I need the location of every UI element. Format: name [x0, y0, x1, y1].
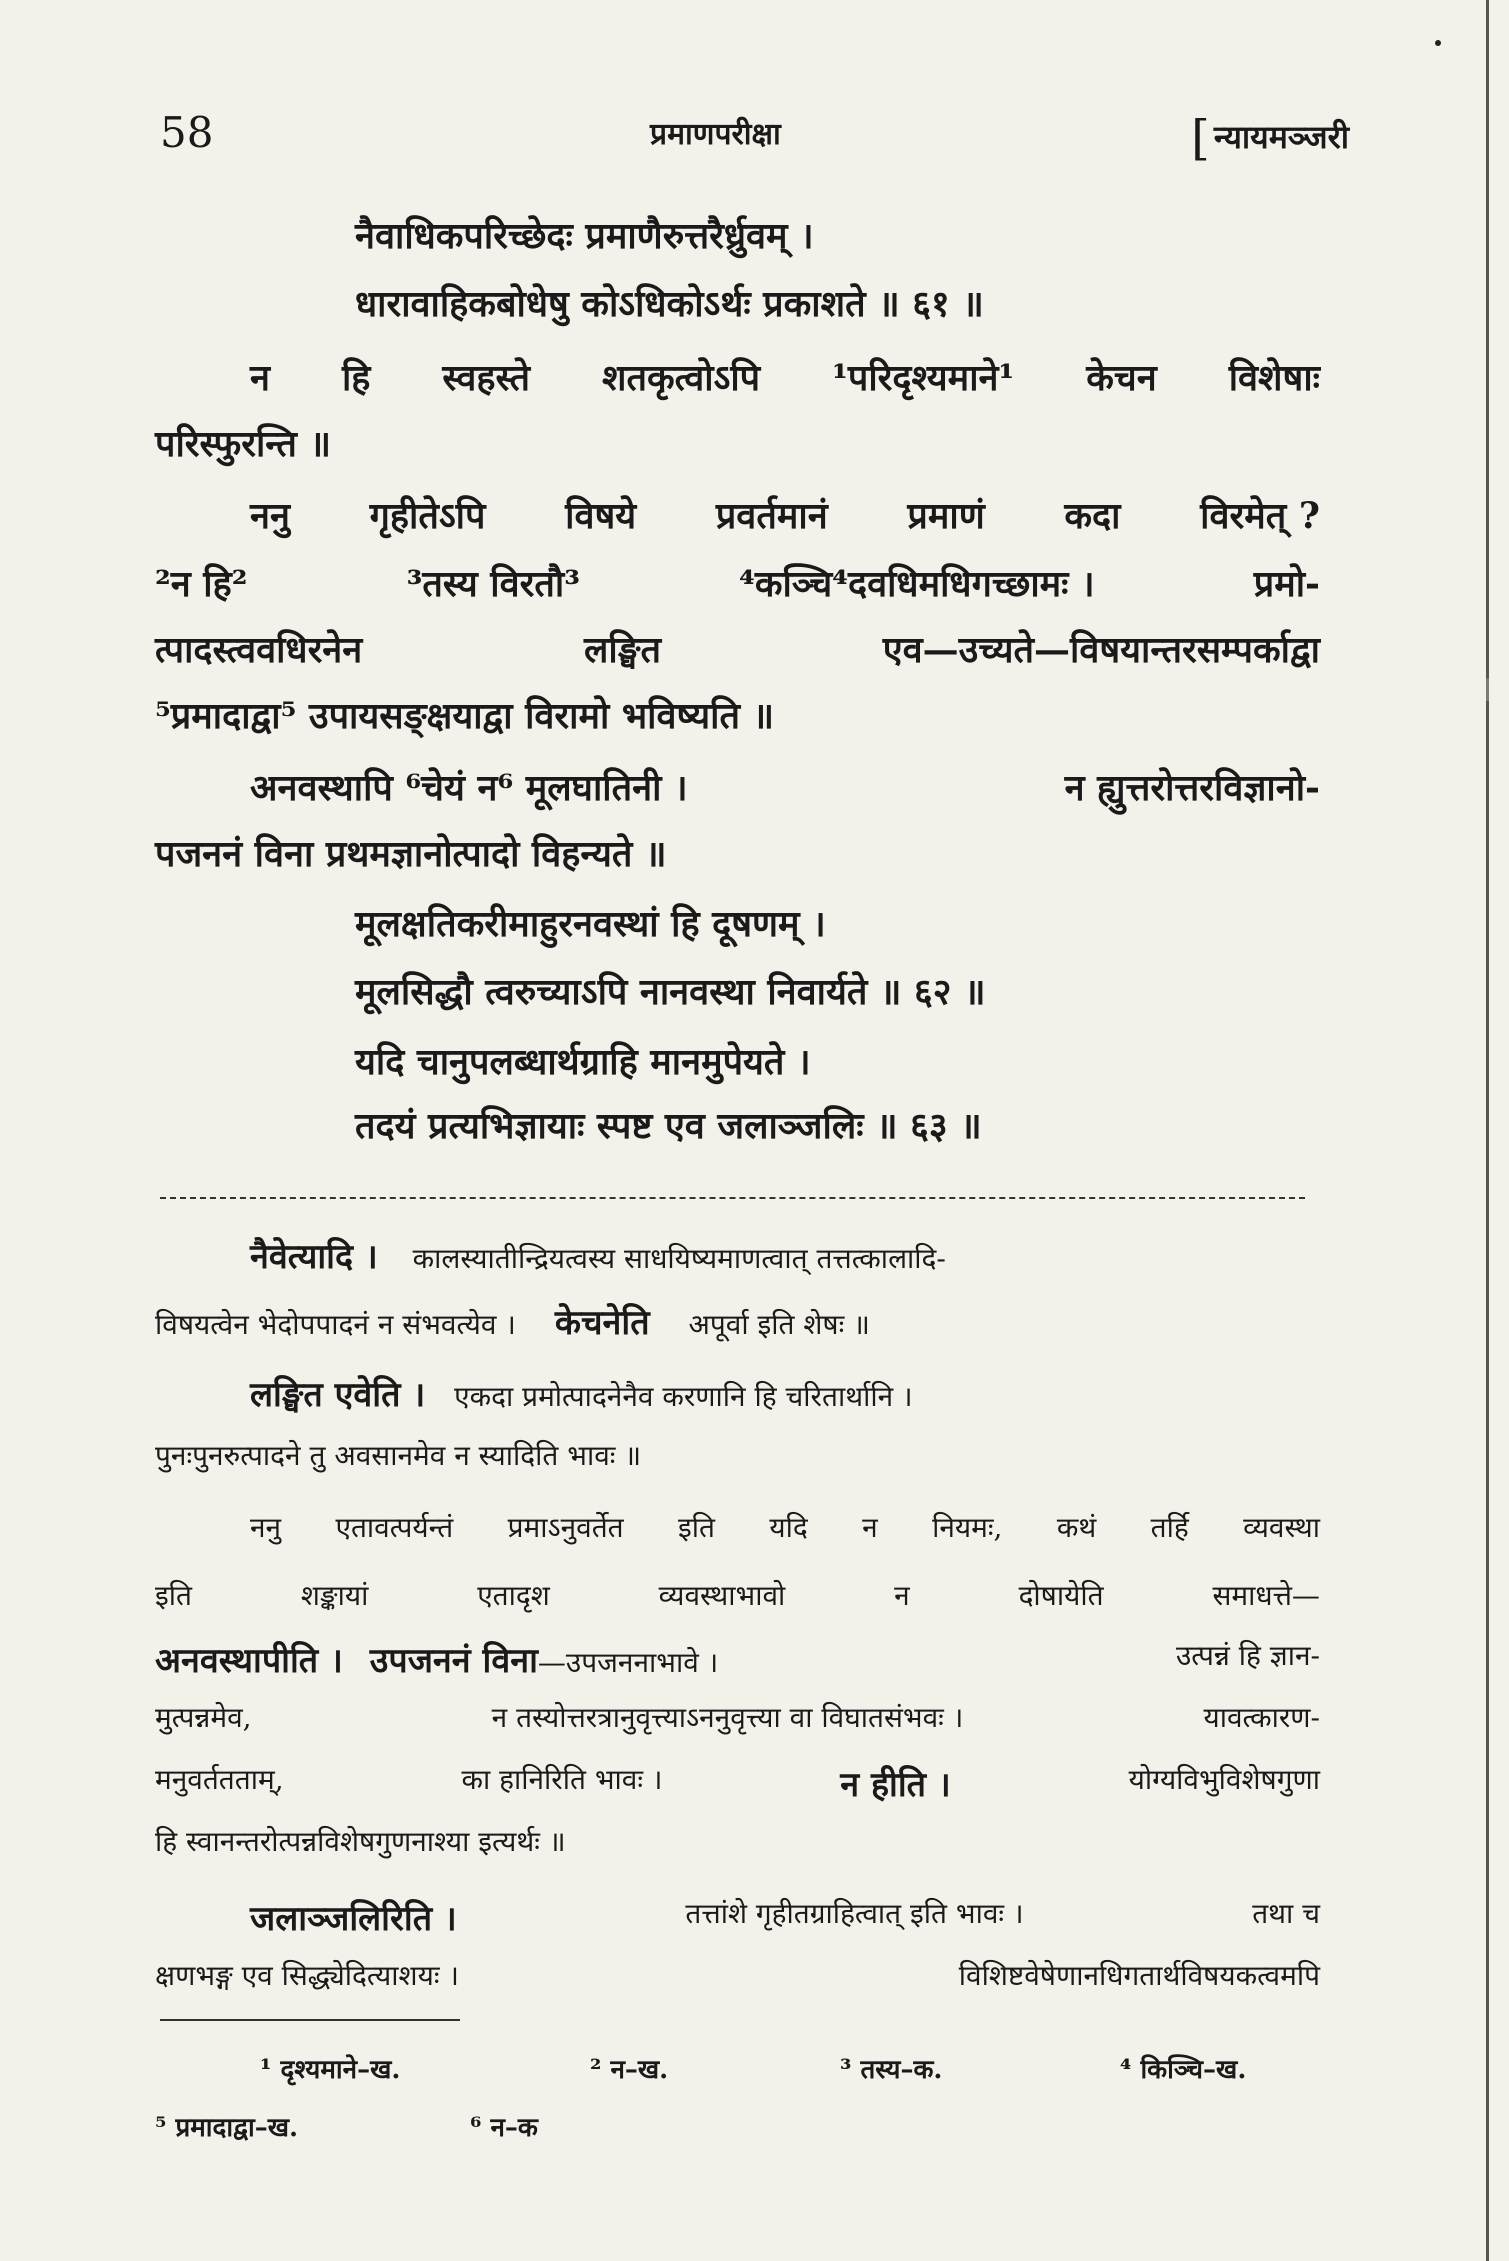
paragraph-line [155, 624, 1320, 673]
commentary-text: तथा च [1252, 1897, 1320, 1930]
verse-line: तदयं प्रत्यभिज्ञायाः स्पष्ट एव जलाञ्जलिः ॥ ६३ ॥ [355, 1105, 982, 1147]
word: एव—उच्यते—विषयान्तरसम्पर्काद्वा [882, 629, 1320, 671]
word: स्वहस्ते [442, 357, 531, 399]
commentary-line [250, 1232, 946, 1278]
word: कदा [1064, 495, 1121, 537]
verse-line: नैवाधिकपरिच्छेदः प्रमाणैरुत्तरैर्ध्रुवम् । [355, 215, 814, 257]
page-edge-line [1486, 0, 1489, 2261]
word: व्यवस्थाभावो [658, 1579, 786, 1612]
commentary-line: हि स्वानन्तरोत्पन्नविशेषगुणनाश्या इत्यर्थः ॥ [155, 1825, 566, 1858]
ink-dot [1435, 40, 1441, 46]
lemma: उपजननं विना [369, 1641, 538, 1681]
paragraph-line [250, 352, 1320, 401]
word: इति [155, 1579, 192, 1612]
word: प्रमाणं [907, 495, 985, 537]
commentary-text: का हानिरिति भावः । [461, 1763, 663, 1796]
commentary-line [155, 1576, 1320, 1614]
book-title-text: न्यायमञ्जरी [1213, 118, 1349, 156]
commentary-text: विषयत्वेन भेदोपपादनं न संभवत्येव । [155, 1308, 516, 1341]
word: न [862, 1511, 878, 1544]
word: ¹परिदृश्यमाने¹ [832, 357, 1015, 399]
commentary-line: पुनःपुनरुत्पादने तु अवसानमेव न स्यादिति भावः ॥ [155, 1439, 642, 1472]
word: यावत्कारण- [1203, 1701, 1320, 1734]
word: अनवस्थापि ⁶चेयं न⁶ मूलघातिनी । [250, 767, 688, 809]
footnote: ⁵ प्रमादाद्वा–ख. [155, 2113, 299, 2143]
footnote-rule [160, 2019, 460, 2021]
footnote: ³ तस्य–क. [840, 2055, 943, 2085]
word: केचन [1086, 357, 1157, 399]
commentary-text: क्षणभङ्ग एव सिद्ध्येदित्याशयः । [155, 1959, 459, 1992]
commentary-line [155, 1760, 1320, 1806]
commentary-text: एकदा प्रमोत्पादनेनैव करणानि हि चरितार्थानि । [454, 1380, 913, 1413]
paragraph-line: ⁵प्रमादाद्वा⁵ उपायसङ्क्षयाद्वा विरामो भविष्यति ॥ [155, 695, 775, 737]
word: शङ्कायां [300, 1579, 369, 1612]
word: ²न हि² [155, 563, 248, 605]
word: तर्हि [1150, 1511, 1189, 1544]
word: समाधत्ते— [1212, 1579, 1320, 1612]
lemma: जलाञ्जलिरिति । [250, 1899, 457, 1939]
commentary-text: कालस्यातीन्द्रियत्वस्य साधयिष्यमाणत्वात् तत्तत्कालादि- [412, 1242, 946, 1275]
word: इति [678, 1511, 715, 1544]
paragraph-line: पजननं विना प्रथमज्ञानोत्पादो विहन्यते ॥ [155, 833, 667, 875]
commentary-text: विशिष्टवेषेणानधिगतार्थविषयकत्वमपि [958, 1959, 1320, 1992]
word: विशेषाः [1228, 357, 1320, 399]
commentary-line [155, 1698, 1320, 1736]
word: न [250, 357, 270, 399]
paragraph-line [250, 762, 1320, 811]
paragraph-line [155, 558, 1320, 607]
commentary-text: —उपजननाभावे । [537, 1646, 719, 1679]
word: एतावत्पर्यन्तं [335, 1511, 454, 1544]
word: विषये [565, 495, 637, 537]
word: न तस्योत्तरत्रानुवृत्त्याऽननुवृत्त्या वा विघातसंभवः । [491, 1701, 964, 1734]
book-title: [ न्यायमञ्जरी [1191, 110, 1349, 166]
commentary-text: उत्पन्नं हि ज्ञान- [1175, 1639, 1320, 1672]
footnote: ⁶ न–क [470, 2113, 538, 2143]
commentary-line [250, 1370, 913, 1416]
running-title: प्रमाणपरीक्षा [650, 117, 781, 152]
footnote: ⁴ किञ्चि–ख. [1120, 2055, 1247, 2085]
word: ननु [250, 495, 290, 537]
word: हि [341, 357, 371, 399]
word: दोषायेति [1018, 1579, 1104, 1612]
word: प्रमाऽनुवर्तेत [507, 1511, 624, 1544]
word: नियमः, [932, 1511, 1003, 1544]
lemma: लङ्घित एवेति । [250, 1375, 426, 1415]
commentary-text: तत्तांशे गृहीतग्राहित्वात् इति भावः । [685, 1897, 1024, 1930]
word: शतकृत्वोऽपि [602, 357, 761, 399]
word: मुत्पन्नमेव, [155, 1701, 252, 1734]
verse-line: धारावाहिकबोधेषु कोऽधिकोऽर्थः प्रकाशते ॥ ६१ ॥ [355, 283, 984, 325]
word: ननु [250, 1511, 282, 1544]
word: कथं [1056, 1511, 1097, 1544]
word: यदि [769, 1511, 808, 1544]
commentary-text: अपूर्वा इति शेषः ॥ [688, 1308, 870, 1341]
commentary-line [155, 1636, 1320, 1682]
word: व्यवस्था [1243, 1511, 1320, 1544]
word: ⁴कञ्चि⁴दवधिमधिगच्छामः । [739, 563, 1095, 605]
page-header [160, 108, 1349, 168]
word: त्पादस्त्ववधिरनेन [155, 629, 363, 671]
word: गृहीतेऽपि [369, 495, 486, 537]
word: प्रवर्तमानं [715, 495, 828, 537]
section-divider [160, 1197, 1305, 1199]
verse-line: मूलसिद्धौ त्वरुच्याऽपि नानवस्था निवार्यते ॥ ६२ ॥ [355, 971, 986, 1013]
paragraph-line [250, 490, 1320, 539]
lemma: अनवस्थापीति । [155, 1641, 343, 1681]
lemma: केचनेति [554, 1303, 650, 1343]
verse-line: मूलक्षतिकरीमाहुरनवस्थां हि दूषणम् । [355, 903, 826, 945]
commentary-line [155, 1298, 870, 1344]
word: लङ्घित [583, 629, 662, 671]
word: विरमेत् ? [1200, 495, 1320, 537]
footnote: ² न–ख. [590, 2055, 669, 2085]
verse-line: यदि चानुपलब्धार्थग्राहि मानमुपेयते । [355, 1041, 811, 1083]
footnote: ¹ दृश्यमाने–ख. [260, 2055, 401, 2085]
word: ³तस्य विरतौ³ [406, 563, 580, 605]
commentary-text: योग्यविभुविशेषगुणा [1128, 1763, 1320, 1796]
lemma: न हीति । [840, 1765, 951, 1805]
lemma: नैवेत्यादि । [250, 1237, 378, 1277]
word: न [894, 1579, 910, 1612]
word: एतादृश [477, 1579, 550, 1612]
commentary-line [155, 1956, 1320, 1994]
commentary-line [250, 1894, 1320, 1940]
page-number: 58 [160, 108, 214, 157]
word: न ह्युत्तरोत्तरविज्ञानो- [1064, 767, 1320, 809]
word: प्रमो- [1253, 563, 1320, 605]
paragraph-line: परिस्फुरन्ति ॥ [155, 423, 332, 465]
commentary-text: मनुवर्ततताम्, [155, 1763, 284, 1796]
commentary-line [250, 1508, 1320, 1546]
